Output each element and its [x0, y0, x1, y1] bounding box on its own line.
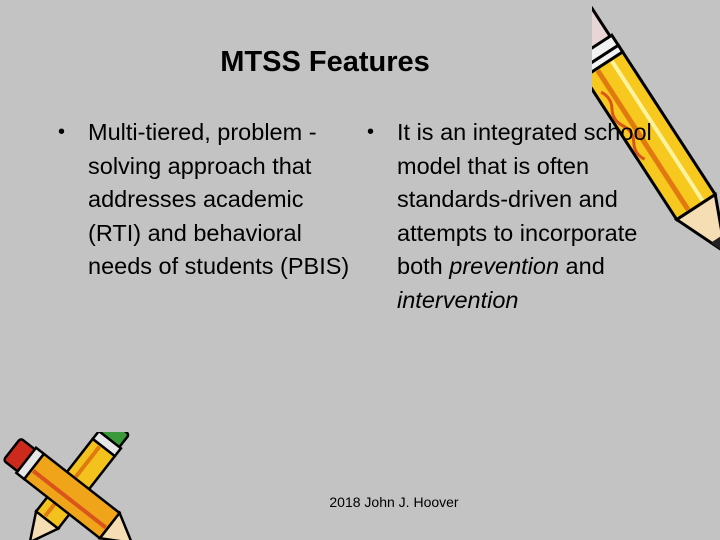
left-column — [58, 116, 358, 284]
right-bullet-text — [397, 116, 667, 317]
footer-credit: 2018 John J. Hoover — [329, 494, 459, 510]
bullet-marker: • — [367, 121, 375, 143]
right-text-part1: It is an integrated school model that is often standards-driven and attempts to incorporate both — [397, 119, 652, 279]
slide-title: MTSS Features — [220, 46, 430, 78]
right-italic-prevention: prevention — [449, 253, 560, 279]
right-text-part2: and — [559, 253, 605, 279]
right-bullet-item — [367, 116, 667, 317]
left-bullet-item — [58, 116, 358, 284]
right-italic-intervention: intervention — [397, 286, 519, 313]
right-column — [367, 116, 667, 317]
bullet-marker: • — [58, 121, 66, 143]
pencils-icon — [0, 432, 150, 540]
left-bullet-text: Multi-tiered, problem -solving approach that addresses academic (RTI) and behavioral needs of students (PBIS) — [88, 119, 350, 279]
